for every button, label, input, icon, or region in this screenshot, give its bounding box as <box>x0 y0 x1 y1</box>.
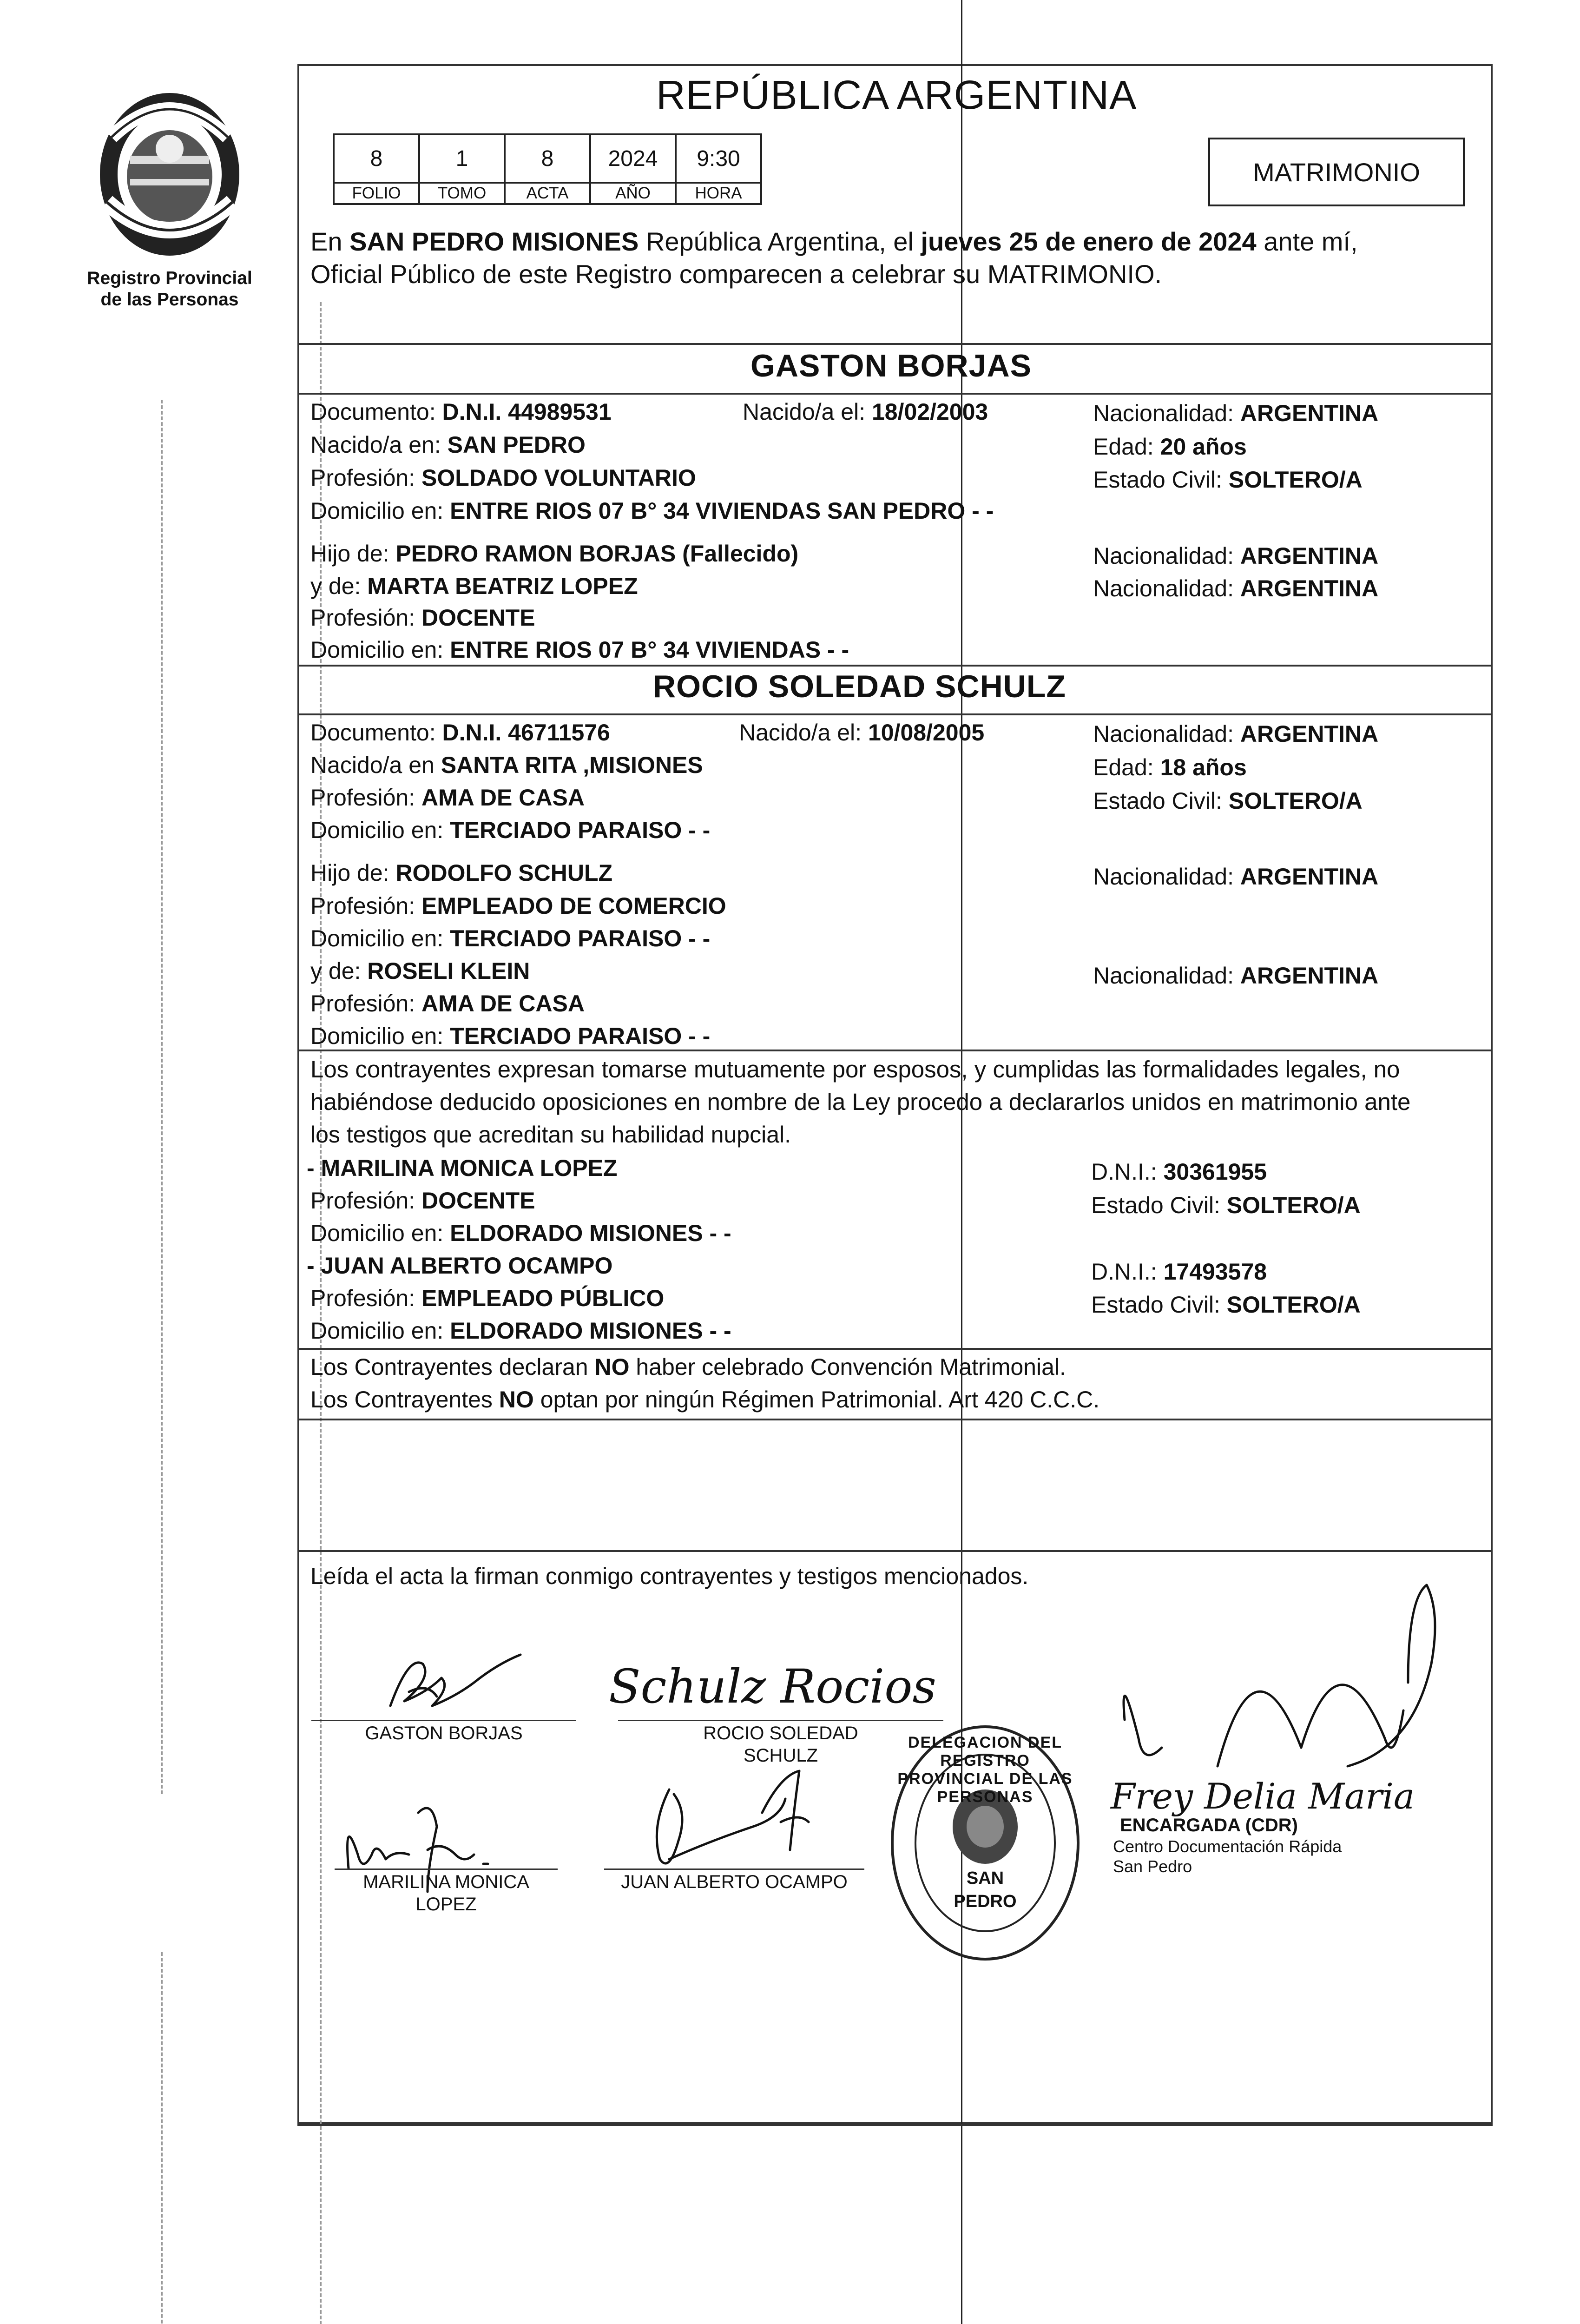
seal-outer-text: DELEGACION DEL REGISTRO PROVINCIAL DE LAS PERSONAS <box>897 1734 1073 1806</box>
official-stamp-location: San Pedro <box>1113 1857 1192 1876</box>
spouse2-father-nationality: Nacionalidad: ARGENTINA <box>1093 864 1379 890</box>
witness1-name: - MARILINA MONICA LOPEZ <box>307 1155 618 1181</box>
witness1-profession: Profesión: DOCENTE <box>310 1188 535 1214</box>
spouse1-name: GASTON BORJAS <box>750 348 1032 383</box>
official-stamp-office: Centro Documentación Rápida <box>1113 1837 1342 1856</box>
hour-value: 9:30 <box>676 134 761 183</box>
convention-statement: Los Contrayentes declaran NO haber celebrado Convención Matrimonial. <box>310 1354 1066 1380</box>
act-type-box: MATRIMONIO <box>1208 138 1465 206</box>
section-divider <box>297 665 1493 667</box>
signature-caption-marilina: MARILINA MONICA LOPEZ <box>363 1872 529 1915</box>
spouse2-mother-address: Domicilio en: TERCIADO PARAISO - - <box>310 1023 711 1049</box>
signature-line <box>311 1720 576 1721</box>
signature-caption-rocio: ROCIO SOLEDAD SCHULZ <box>703 1723 858 1766</box>
official-seal <box>885 1720 1085 1966</box>
signature-juan <box>641 1757 855 1878</box>
section-divider <box>297 393 1493 395</box>
place: SAN PEDRO MISIONES <box>349 227 639 256</box>
spouse2-father: Hijo de: RODOLFO SCHULZ <box>310 860 613 886</box>
signature-line <box>604 1868 864 1870</box>
declaration-line-2: habiéndose deducido oposiciones en nombre de la Ley procedo a declararlos unidos en matrimonio ante <box>310 1089 1411 1115</box>
spouse1-profession: Profesión: SOLDADO VOLUNTARIO <box>310 465 696 491</box>
section-divider <box>297 343 1493 345</box>
spouse1-birthplace: Nacido/a en: SAN PEDRO <box>310 432 586 458</box>
spouse1-age: Edad: 20 años <box>1093 434 1247 460</box>
witness2-address: Domicilio en: ELDORADO MISIONES - - <box>310 1318 731 1344</box>
tomo-label: TOMO <box>419 183 505 204</box>
spouse2-address: Domicilio en: TERCIADO PARAISO - - <box>310 817 711 843</box>
spouse2-father-address: Domicilio en: TERCIADO PARAISO - - <box>310 925 711 951</box>
spouse2-birthdate: Nacido/a el: 10/08/2005 <box>739 720 985 746</box>
seal-inner-bottom: PEDRO <box>954 1892 1017 1911</box>
spouse1-parent-profession: Profesión: DOCENTE <box>310 605 535 631</box>
witness1-dni: D.N.I.: 30361955 <box>1091 1159 1267 1185</box>
section-divider <box>297 1550 1493 1552</box>
spouse1-father: Hijo de: PEDRO RAMON BORJAS (Fallecido) <box>310 541 799 567</box>
logo-caption: Registro Provincial de las Personas <box>87 268 252 310</box>
signature-caption-juan: JUAN ALBERTO OCAMPO <box>621 1872 848 1892</box>
declaration-line-1: Los contrayentes expresan tomarse mutuamente por esposos, y cumplidas las formalidades legales, no <box>310 1056 1400 1083</box>
spouse1-civil-status: Estado Civil: SOLTERO/A <box>1093 467 1363 493</box>
seal-inner-top: SAN <box>966 1868 1004 1888</box>
frame-bottom-line <box>297 2124 1493 2126</box>
tomo-value: 1 <box>419 134 505 183</box>
hour-label: HORA <box>676 183 761 204</box>
spouse1-birthdate: Nacido/a el: 18/02/2003 <box>743 399 988 425</box>
spouse2-civil-status: Estado Civil: SOLTERO/A <box>1093 788 1363 814</box>
signature-rocio: Schulz Rocios <box>609 1659 936 1714</box>
spouse1-parent-address: Domicilio en: ENTRE RIOS 07 B° 34 VIVIENDAS - - <box>310 637 849 663</box>
registry-table <box>333 133 762 205</box>
spouse2-name: ROCIO SOLEDAD SCHULZ <box>653 669 1066 704</box>
spouse2-mother-profession: Profesión: AMA DE CASA <box>310 990 585 1017</box>
year-label: AÑO <box>590 183 676 204</box>
witness2-dni: D.N.I.: 17493578 <box>1091 1259 1267 1285</box>
witness1-civil-status: Estado Civil: SOLTERO/A <box>1091 1192 1361 1218</box>
section-divider <box>297 713 1493 715</box>
official-stamp-name: Frey Delia Maria <box>1111 1776 1415 1817</box>
folio-label: FOLIO <box>334 183 419 204</box>
witness2-profession: Profesión: EMPLEADO PÚBLICO <box>310 1285 665 1311</box>
section-divider <box>297 1050 1493 1051</box>
section-divider <box>297 1348 1493 1350</box>
declaration-line-3: los testigos que acreditan su habilidad nupcial. <box>310 1122 791 1148</box>
provincial-crest-icon <box>79 86 260 263</box>
signature-caption-gaston: GASTON BORJAS <box>365 1723 523 1743</box>
spouse2-nationality: Nacionalidad: ARGENTINA <box>1093 721 1379 747</box>
folio-value: 8 <box>334 134 419 183</box>
margin-dash-line <box>161 1952 163 2324</box>
spouse2-age: Edad: 18 años <box>1093 754 1247 780</box>
document-title: REPÚBLICA ARGENTINA <box>656 73 1137 118</box>
registry-logo <box>79 86 260 310</box>
spouse1-nationality: Nacionalidad: ARGENTINA <box>1093 400 1379 426</box>
year-value: 2024 <box>590 134 676 183</box>
acta-label: ACTA <box>505 183 590 204</box>
official-stamp-title: ENCARGADA (CDR) <box>1120 1815 1298 1835</box>
signature-line <box>335 1868 558 1870</box>
witness1-address: Domicilio en: ELDORADO MISIONES - - <box>310 1220 731 1246</box>
spouse2-mother: y de: ROSELI KLEIN <box>310 958 530 984</box>
acta-value: 8 <box>505 134 590 183</box>
closing-statement: Leída el acta la firman conmigo contrayentes y testigos mencionados. <box>310 1563 1029 1589</box>
spouse2-birthplace: Nacido/a en SANTA RITA ,MISIONES <box>310 752 703 778</box>
margin-dash-line <box>161 400 163 1794</box>
spouse1-mother-nationality: Nacionalidad: ARGENTINA <box>1093 575 1379 601</box>
witness2-name: - JUAN ALBERTO OCAMPO <box>307 1253 613 1279</box>
witness2-civil-status: Estado Civil: SOLTERO/A <box>1091 1292 1361 1318</box>
spouse1-address: Domicilio en: ENTRE RIOS 07 B° 34 VIVIENDAS SAN PEDRO - - <box>310 498 994 524</box>
ceremony-date: jueves 25 de enero de 2024 <box>921 227 1257 256</box>
section-divider <box>297 1419 1493 1420</box>
spouse2-father-profession: Profesión: EMPLEADO DE COMERCIO <box>310 893 726 919</box>
spouse1-mother: y de: MARTA BEATRIZ LOPEZ <box>310 573 638 599</box>
spouse1-father-nationality: Nacionalidad: ARGENTINA <box>1093 543 1379 569</box>
spouse2-profession: Profesión: AMA DE CASA <box>310 785 585 811</box>
signature-gaston <box>362 1636 530 1729</box>
spouse2-mother-nationality: Nacionalidad: ARGENTINA <box>1093 963 1379 989</box>
spouse1-doc: Documento: D.N.I. 44989531 <box>310 399 612 425</box>
spouse2-doc: Documento: D.N.I. 46711576 <box>310 720 610 746</box>
regime-statement: Los Contrayentes NO optan por ningún Régimen Patrimonial. Art 420 C.C.C. <box>310 1386 1100 1413</box>
intro-paragraph: En SAN PEDRO MISIONES República Argentina, el jueves 25 de enero de 2024 ante mí, Oficial Público de este Registro comparecen a celebrar su MATRIMONIO. <box>310 227 1358 289</box>
